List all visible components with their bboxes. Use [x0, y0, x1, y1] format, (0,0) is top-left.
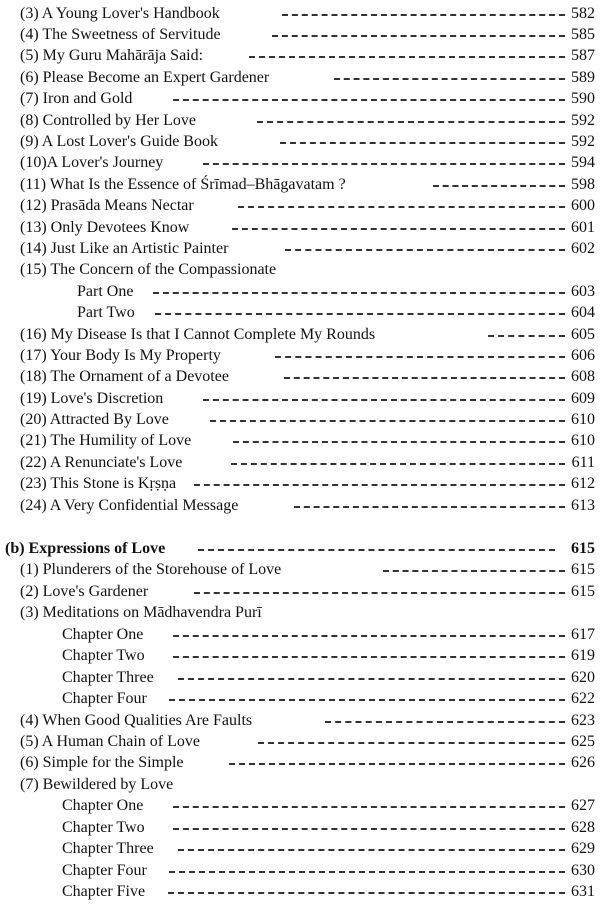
dot-leader — [194, 592, 565, 594]
toc-entry-title: (8) Controlled by Her Love — [20, 112, 196, 129]
toc-entry-title: (15) The Concern of the Compassionate — [20, 261, 277, 278]
toc-entry — [0, 238, 600, 260]
toc-entry — [0, 195, 600, 217]
toc-entry — [0, 217, 600, 239]
toc-entry — [0, 281, 600, 303]
dot-leader — [194, 484, 565, 486]
toc-entry-title: (16) My Disease Is that I Cannot Complete My Rounds — [20, 326, 376, 343]
toc-entry-title: Part One — [77, 283, 134, 300]
toc-entry — [0, 366, 600, 388]
toc-entry-title: Chapter Three — [62, 669, 154, 686]
toc-entry-title: (1) Plunderers of the Storehouse of Love — [20, 561, 282, 578]
toc-entry-page-number: 590 — [571, 90, 595, 107]
dot-leader — [169, 699, 565, 701]
toc-entry-page-number: 585 — [571, 26, 595, 43]
toc-entry-title: (14) Just Like an Artistic Painter — [20, 240, 229, 257]
toc-entry-title: (13) Only Devotees Know — [20, 219, 190, 236]
dot-leader — [231, 463, 565, 465]
toc-entry-page-number: 613 — [571, 497, 595, 514]
toc-entry-page-number: 606 — [571, 347, 595, 364]
toc-entry — [0, 473, 600, 495]
toc-entry-page-number: 617 — [571, 626, 595, 643]
toc-entry-page-number: 587 — [571, 47, 595, 64]
dot-leader — [325, 721, 565, 723]
toc-entry — [0, 688, 600, 710]
toc-entry — [0, 495, 600, 517]
toc-entry — [0, 667, 600, 689]
toc-entry — [0, 817, 600, 839]
toc-entry-title: Chapter Three — [62, 840, 154, 857]
dot-leader — [229, 763, 565, 765]
toc-entry-title: (10)A Lover's Journey — [20, 154, 164, 171]
dot-leader — [284, 377, 565, 379]
toc-entry-title: (7) Bewildered by Love — [20, 776, 174, 793]
dot-leader — [258, 742, 565, 744]
toc-entry-page-number: 603 — [571, 283, 595, 300]
toc-entry — [0, 710, 600, 732]
toc-entry-title: (2) Love's Gardener — [20, 583, 149, 600]
toc-entry — [0, 345, 600, 367]
toc-entry-page-number: 626 — [571, 754, 595, 771]
toc-entry-title: Chapter One — [62, 797, 144, 814]
toc-entry-page-number: 631 — [571, 883, 595, 900]
toc-entry-title: (17) Your Body Is My Property — [20, 347, 221, 364]
toc-entry — [0, 324, 600, 346]
dot-leader — [173, 99, 565, 101]
dot-leader — [168, 892, 565, 894]
toc-entry — [0, 388, 600, 410]
dot-leader — [155, 313, 565, 315]
dot-leader — [173, 828, 565, 830]
toc-entry — [0, 302, 600, 324]
toc-entry-page-number: 598 — [571, 176, 595, 193]
dot-leader — [153, 292, 565, 294]
toc-entry-title: Chapter Two — [62, 819, 145, 836]
dot-leader — [249, 56, 565, 58]
toc-entry-page-number: 615 — [571, 561, 595, 578]
toc-entry-title: (5) A Human Chain of Love — [20, 733, 200, 750]
toc-entry — [0, 430, 600, 452]
dot-leader — [203, 163, 565, 165]
dot-leader — [169, 871, 565, 873]
toc-entry-title: (3) A Young Lover's Handbook — [20, 5, 220, 22]
toc-entry-page-number: 608 — [571, 368, 595, 385]
toc-entry-title: Part Two — [77, 304, 135, 321]
toc-entry-title: (18) The Ornament of a Devotee — [20, 368, 229, 385]
toc-entry-page-number: 582 — [571, 5, 595, 22]
toc-entry-title: (4) When Good Qualities Are Faults — [20, 712, 253, 729]
dot-leader — [280, 142, 565, 144]
toc-entry-title: (6) Please Become an Expert Gardener — [20, 69, 270, 86]
toc-entry-title: (21) The Humility of Love — [20, 432, 192, 449]
toc-entry-title: (24) A Very Confidential Message — [20, 497, 239, 514]
toc-entry-page-number: 611 — [571, 454, 595, 471]
toc-entry-page-number: 622 — [571, 690, 595, 707]
toc-entry-title: (20) Attracted By Love — [20, 411, 169, 428]
toc-entry — [0, 624, 600, 646]
toc-entry-title: Chapter Four — [62, 862, 147, 879]
toc-entry — [0, 581, 600, 603]
toc-entry — [0, 88, 600, 110]
toc-entry — [0, 259, 600, 281]
toc-entry — [0, 452, 600, 474]
toc-entry — [0, 110, 600, 132]
toc-entry — [0, 152, 600, 174]
toc-entry-page-number: 630 — [571, 862, 595, 879]
toc-entry — [0, 538, 600, 560]
toc-entry-title: Chapter Four — [62, 690, 147, 707]
toc-entry-title: (5) My Guru Mahārāja Said: — [20, 47, 204, 64]
toc-entry-title: (3) Meditations on Mādhavendra Purī — [20, 604, 262, 621]
toc-entry-page-number: 605 — [571, 326, 595, 343]
toc-entry-title: (4) The Sweetness of Servitude — [20, 26, 221, 43]
toc-entry-page-number: 628 — [571, 819, 595, 836]
toc-entry-title: (b) Expressions of Love — [5, 540, 166, 557]
toc-entry-page-number: 589 — [571, 69, 595, 86]
toc-entry-page-number: 610 — [571, 432, 595, 449]
toc-entry-page-number: 592 — [571, 133, 595, 150]
toc-entry-page-number: 602 — [571, 240, 595, 257]
toc-entry-page-number: 623 — [571, 712, 595, 729]
dot-leader — [178, 849, 565, 851]
dot-leader — [285, 249, 565, 251]
toc-entry — [0, 774, 600, 796]
dot-leader — [282, 14, 565, 16]
dot-leader — [203, 399, 565, 401]
toc-entry-title: (22) A Renunciate's Love — [20, 454, 183, 471]
toc-entry-title: Chapter Five — [62, 883, 146, 900]
toc-entry-title: (23) This Stone is Kṛṣṇa — [20, 475, 177, 492]
dot-leader — [272, 35, 565, 37]
dot-leader — [294, 506, 565, 508]
dot-leader — [210, 420, 565, 422]
toc-entry-page-number: 615 — [571, 583, 595, 600]
toc-entry — [0, 409, 600, 431]
dot-leader — [257, 121, 565, 123]
dot-leader — [233, 441, 565, 443]
toc-entry — [0, 3, 600, 25]
dot-leader — [173, 635, 565, 637]
toc-entry — [0, 45, 600, 67]
dot-leader — [238, 206, 565, 208]
toc-entry-page-number: 610 — [571, 411, 595, 428]
toc-entry — [0, 838, 600, 860]
toc-entry — [0, 131, 600, 153]
toc-entry-page-number: 615 — [571, 540, 595, 557]
dot-leader — [275, 356, 565, 358]
toc-entry — [0, 860, 600, 882]
toc-entry-page-number: 619 — [571, 647, 595, 664]
toc-entry — [0, 559, 600, 581]
dot-leader — [383, 570, 565, 572]
toc-entry-title: (19) Love's Discretion — [20, 390, 164, 407]
toc-entry-page-number: 604 — [571, 304, 595, 321]
toc-entry — [0, 645, 600, 667]
toc-entry-page-number: 620 — [571, 669, 595, 686]
toc-entry-page-number: 600 — [571, 197, 595, 214]
dot-leader — [488, 335, 565, 337]
toc-entry — [0, 24, 600, 46]
dot-leader — [433, 185, 565, 187]
toc-entry-title: (9) A Lost Lover's Guide Book — [20, 133, 218, 150]
dot-leader — [198, 549, 555, 551]
dot-leader — [173, 806, 565, 808]
toc-entry-page-number: 609 — [571, 390, 595, 407]
toc-entry — [0, 795, 600, 817]
dot-leader — [173, 656, 565, 658]
toc-entry-page-number: 627 — [571, 797, 595, 814]
toc-entry-page-number: 625 — [571, 733, 595, 750]
dot-leader — [178, 678, 565, 680]
toc-entry — [0, 731, 600, 753]
toc-entry-page-number: 592 — [571, 112, 595, 129]
toc-entry-page-number: 629 — [571, 840, 595, 857]
toc-entry — [0, 752, 600, 774]
toc-entry-title: (11) What Is the Essence of Śrīmad–Bhāgavatam ? — [20, 176, 346, 193]
toc-entry — [0, 881, 600, 903]
toc-entry-title: (7) Iron and Gold — [20, 90, 133, 107]
toc-entry — [0, 602, 600, 624]
toc-entry — [0, 174, 600, 196]
toc-entry-page-number: 594 — [571, 154, 595, 171]
toc-entry-page-number: 601 — [571, 219, 595, 236]
toc-entry-title: Chapter Two — [62, 647, 145, 664]
toc-entry — [0, 67, 600, 89]
dot-leader — [334, 78, 565, 80]
toc-entry-page-number: 612 — [571, 475, 595, 492]
toc-entry-title: (6) Simple for the Simple — [20, 754, 184, 771]
toc-entry-title: (12) Prasāda Means Nectar — [20, 197, 194, 214]
toc-entry-title: Chapter One — [62, 626, 144, 643]
dot-leader — [232, 228, 565, 230]
